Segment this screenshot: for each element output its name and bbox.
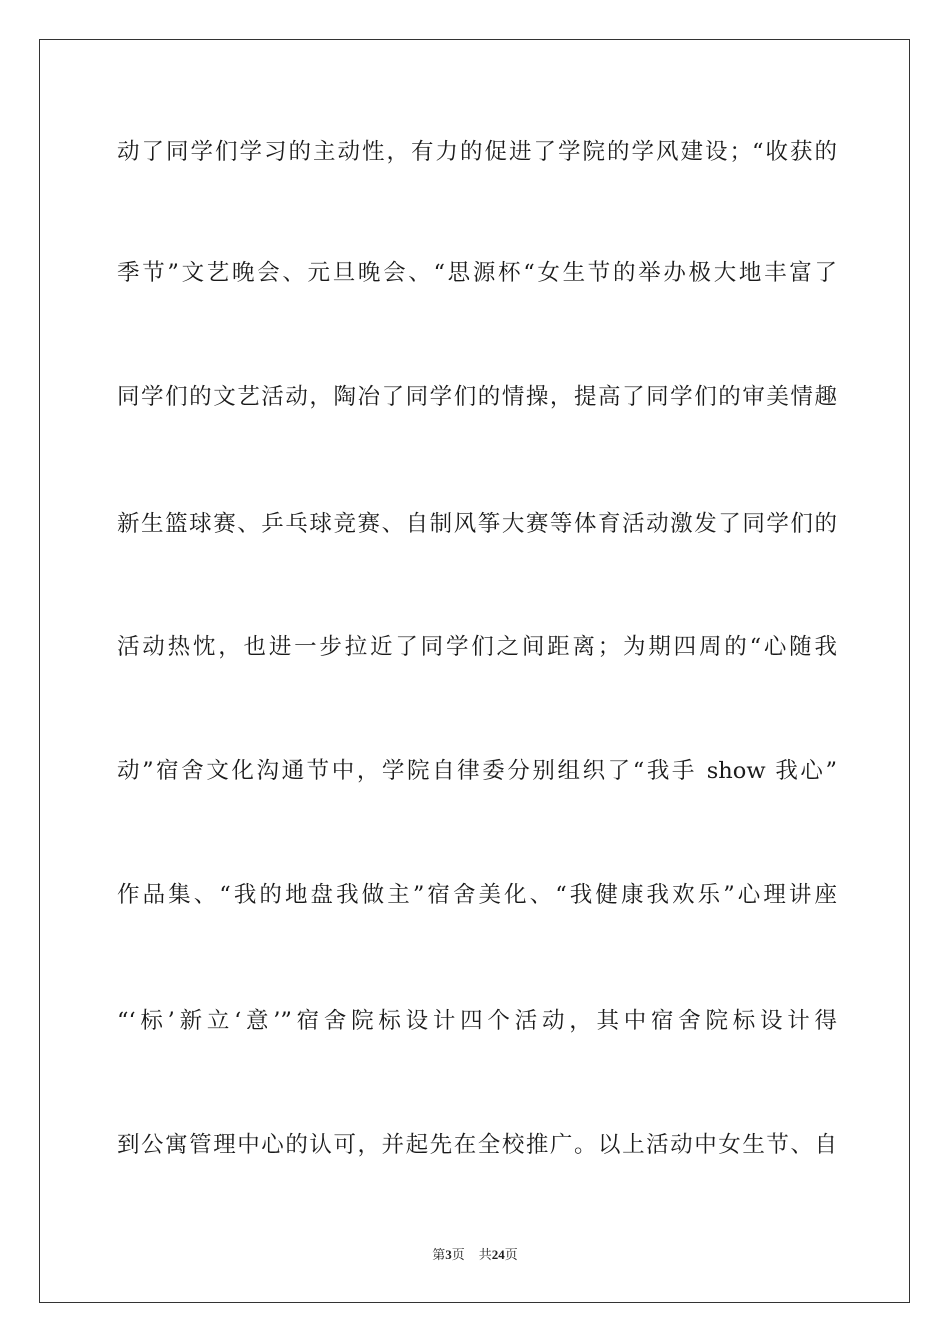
total-label-prefix: 共 <box>478 1248 492 1263</box>
text-line: 动了同学们学习的主动性，有力的促进了学院的学风建设；“收获的 <box>117 139 837 165</box>
current-page-number: 3 <box>445 1247 452 1262</box>
text-line: 同学们的文艺活动，陶冶了同学们的情操，提高了同学们的审美情趣 <box>117 384 837 410</box>
text-line: 季节”文艺晚会、元旦晚会、“思源杯“女生节的举办极大地丰富了 <box>117 260 837 286</box>
text-line: 动”宿舍文化沟通节中，学院自律委分别组织了“我手 show 我心” <box>117 758 837 784</box>
page-footer <box>0 1247 950 1264</box>
total-label-suffix: 页 <box>504 1248 518 1263</box>
text-line: “‘标’新立‘意’”宿舍院标设计四个活动，其中宿舍院标设计得 <box>117 1008 837 1034</box>
total-page-number: 24 <box>491 1247 505 1262</box>
text-line: 到公寓管理中心的认可，并起先在全校推广。以上活动中女生节、自 <box>117 1132 837 1158</box>
text-line: 活动热忱，也进一步拉近了同学们之间距离；为期四周的“心随我 <box>117 634 837 660</box>
page-label-prefix: 第 <box>432 1248 446 1263</box>
text-line: 新生篮球赛、乒乓球竞赛、自制风筝大赛等体育活动激发了同学们的 <box>117 511 837 537</box>
page-label-suffix: 页 <box>451 1248 465 1263</box>
page-border <box>39 39 910 1303</box>
text-line: 作品集、“我的地盘我做主”宿舍美化、“我健康我欢乐”心理讲座 <box>117 882 837 908</box>
